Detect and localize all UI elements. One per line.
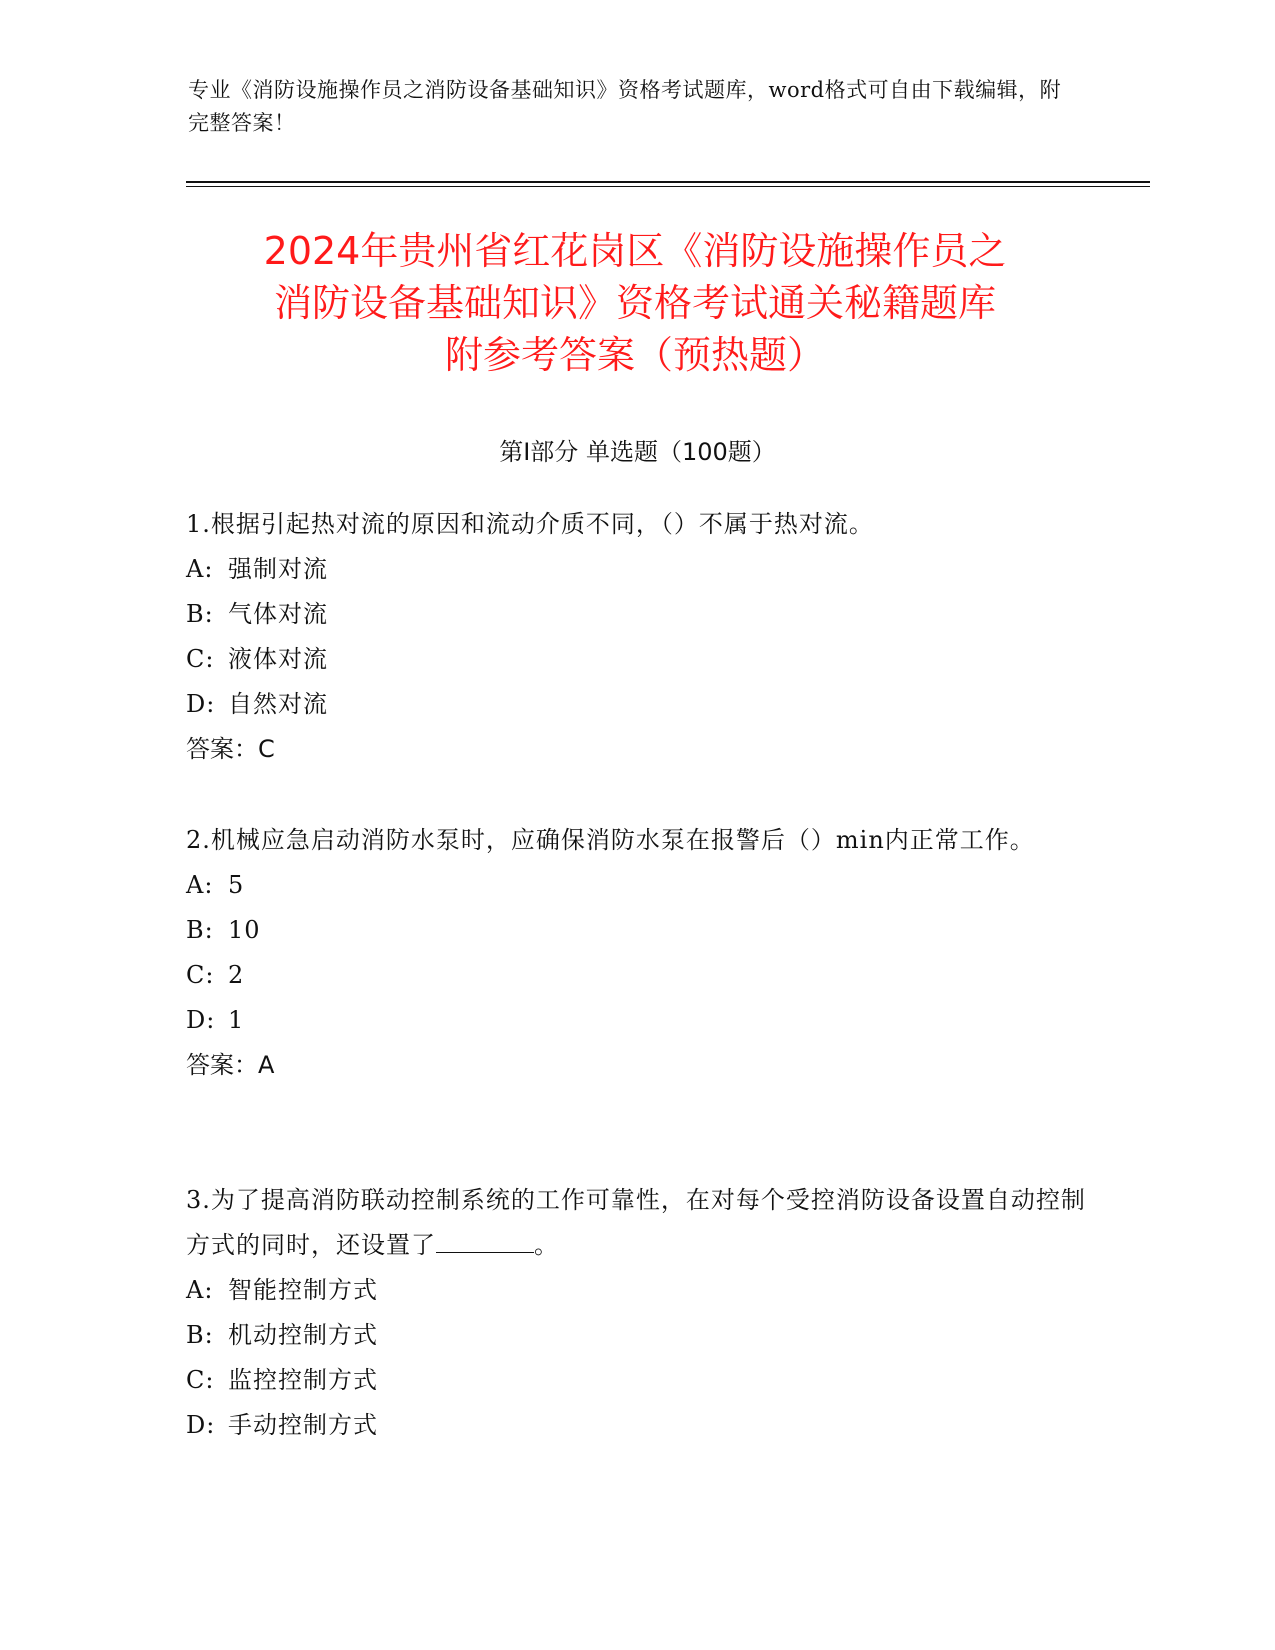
option-text: 5 xyxy=(228,871,245,899)
option-key: C: xyxy=(186,1366,215,1394)
option-a xyxy=(186,863,1086,908)
option-d xyxy=(186,682,1086,727)
option-text: 强制对流 xyxy=(228,555,328,583)
option-text: 自然对流 xyxy=(228,690,328,718)
option-d xyxy=(186,998,1086,1043)
option-c xyxy=(186,637,1086,682)
question-3 xyxy=(186,1178,1086,1448)
title-line-2: 消防设备基础知识》资格考试通关秘籍题库 xyxy=(273,281,996,325)
option-c xyxy=(186,1358,1086,1403)
option-a xyxy=(186,547,1086,592)
answer: 答案：C xyxy=(186,735,275,763)
header-note: 专业《消防设施操作员之消防设备基础知识》资格考试题库，word格式可自由下载编辑，附完整答案！ xyxy=(188,78,1062,135)
section-title: 第Ⅰ部分 单选题（100题） xyxy=(499,438,776,466)
option-text: 2 xyxy=(228,961,245,989)
option-text: 智能控制方式 xyxy=(228,1276,378,1304)
option-key: D: xyxy=(186,1411,216,1439)
option-key: B: xyxy=(186,600,214,628)
option-text: 气体对流 xyxy=(228,600,328,628)
option-key: A: xyxy=(186,871,214,899)
option-key: B: xyxy=(186,916,214,944)
option-text: 10 xyxy=(228,916,261,944)
option-d xyxy=(186,1403,1086,1448)
answer: 答案：A xyxy=(186,1051,275,1079)
option-a xyxy=(186,1268,1086,1313)
option-key: D: xyxy=(186,1006,216,1034)
fill-in-blank xyxy=(436,1234,534,1253)
option-c xyxy=(186,953,1086,998)
option-key: A: xyxy=(186,555,214,583)
title-line-1: 2024年贵州省红花岗区《消防设施操作员之 xyxy=(263,229,1007,273)
option-key: B: xyxy=(186,1321,214,1349)
question-stem: 1.根据引起热对流的原因和流动介质不同，（）不属于热对流。 xyxy=(186,510,874,538)
option-key: A: xyxy=(186,1276,214,1304)
option-text: 手动控制方式 xyxy=(228,1411,378,1439)
header-divider-thin xyxy=(186,186,1150,187)
option-key: D: xyxy=(186,690,216,718)
option-text: 监控控制方式 xyxy=(228,1366,378,1394)
header-divider-thick xyxy=(186,181,1150,183)
option-text: 液体对流 xyxy=(228,645,328,673)
option-text: 1 xyxy=(228,1006,245,1034)
title-line-3: 附参考答案（预热题） xyxy=(444,333,825,377)
question-2 xyxy=(186,818,1086,1088)
option-b xyxy=(186,592,1086,637)
option-text: 机动控制方式 xyxy=(228,1321,378,1349)
stem-text: 3.为了提高消防联动控制系统的工作可靠性，在对每个受控消防设备设置自动控制方式的同时，还设置了 xyxy=(186,1186,1086,1259)
option-b xyxy=(186,908,1086,953)
question-1 xyxy=(186,502,1086,772)
question-stem xyxy=(186,1178,1086,1268)
document-title xyxy=(170,225,1100,381)
option-key: C: xyxy=(186,961,215,989)
stem-end: 。 xyxy=(534,1231,559,1259)
option-key: C: xyxy=(186,645,215,673)
question-stem: 2.机械应急启动消防水泵时，应确保消防水泵在报警后（）min内正常工作。 xyxy=(186,826,1035,854)
option-b xyxy=(186,1313,1086,1358)
